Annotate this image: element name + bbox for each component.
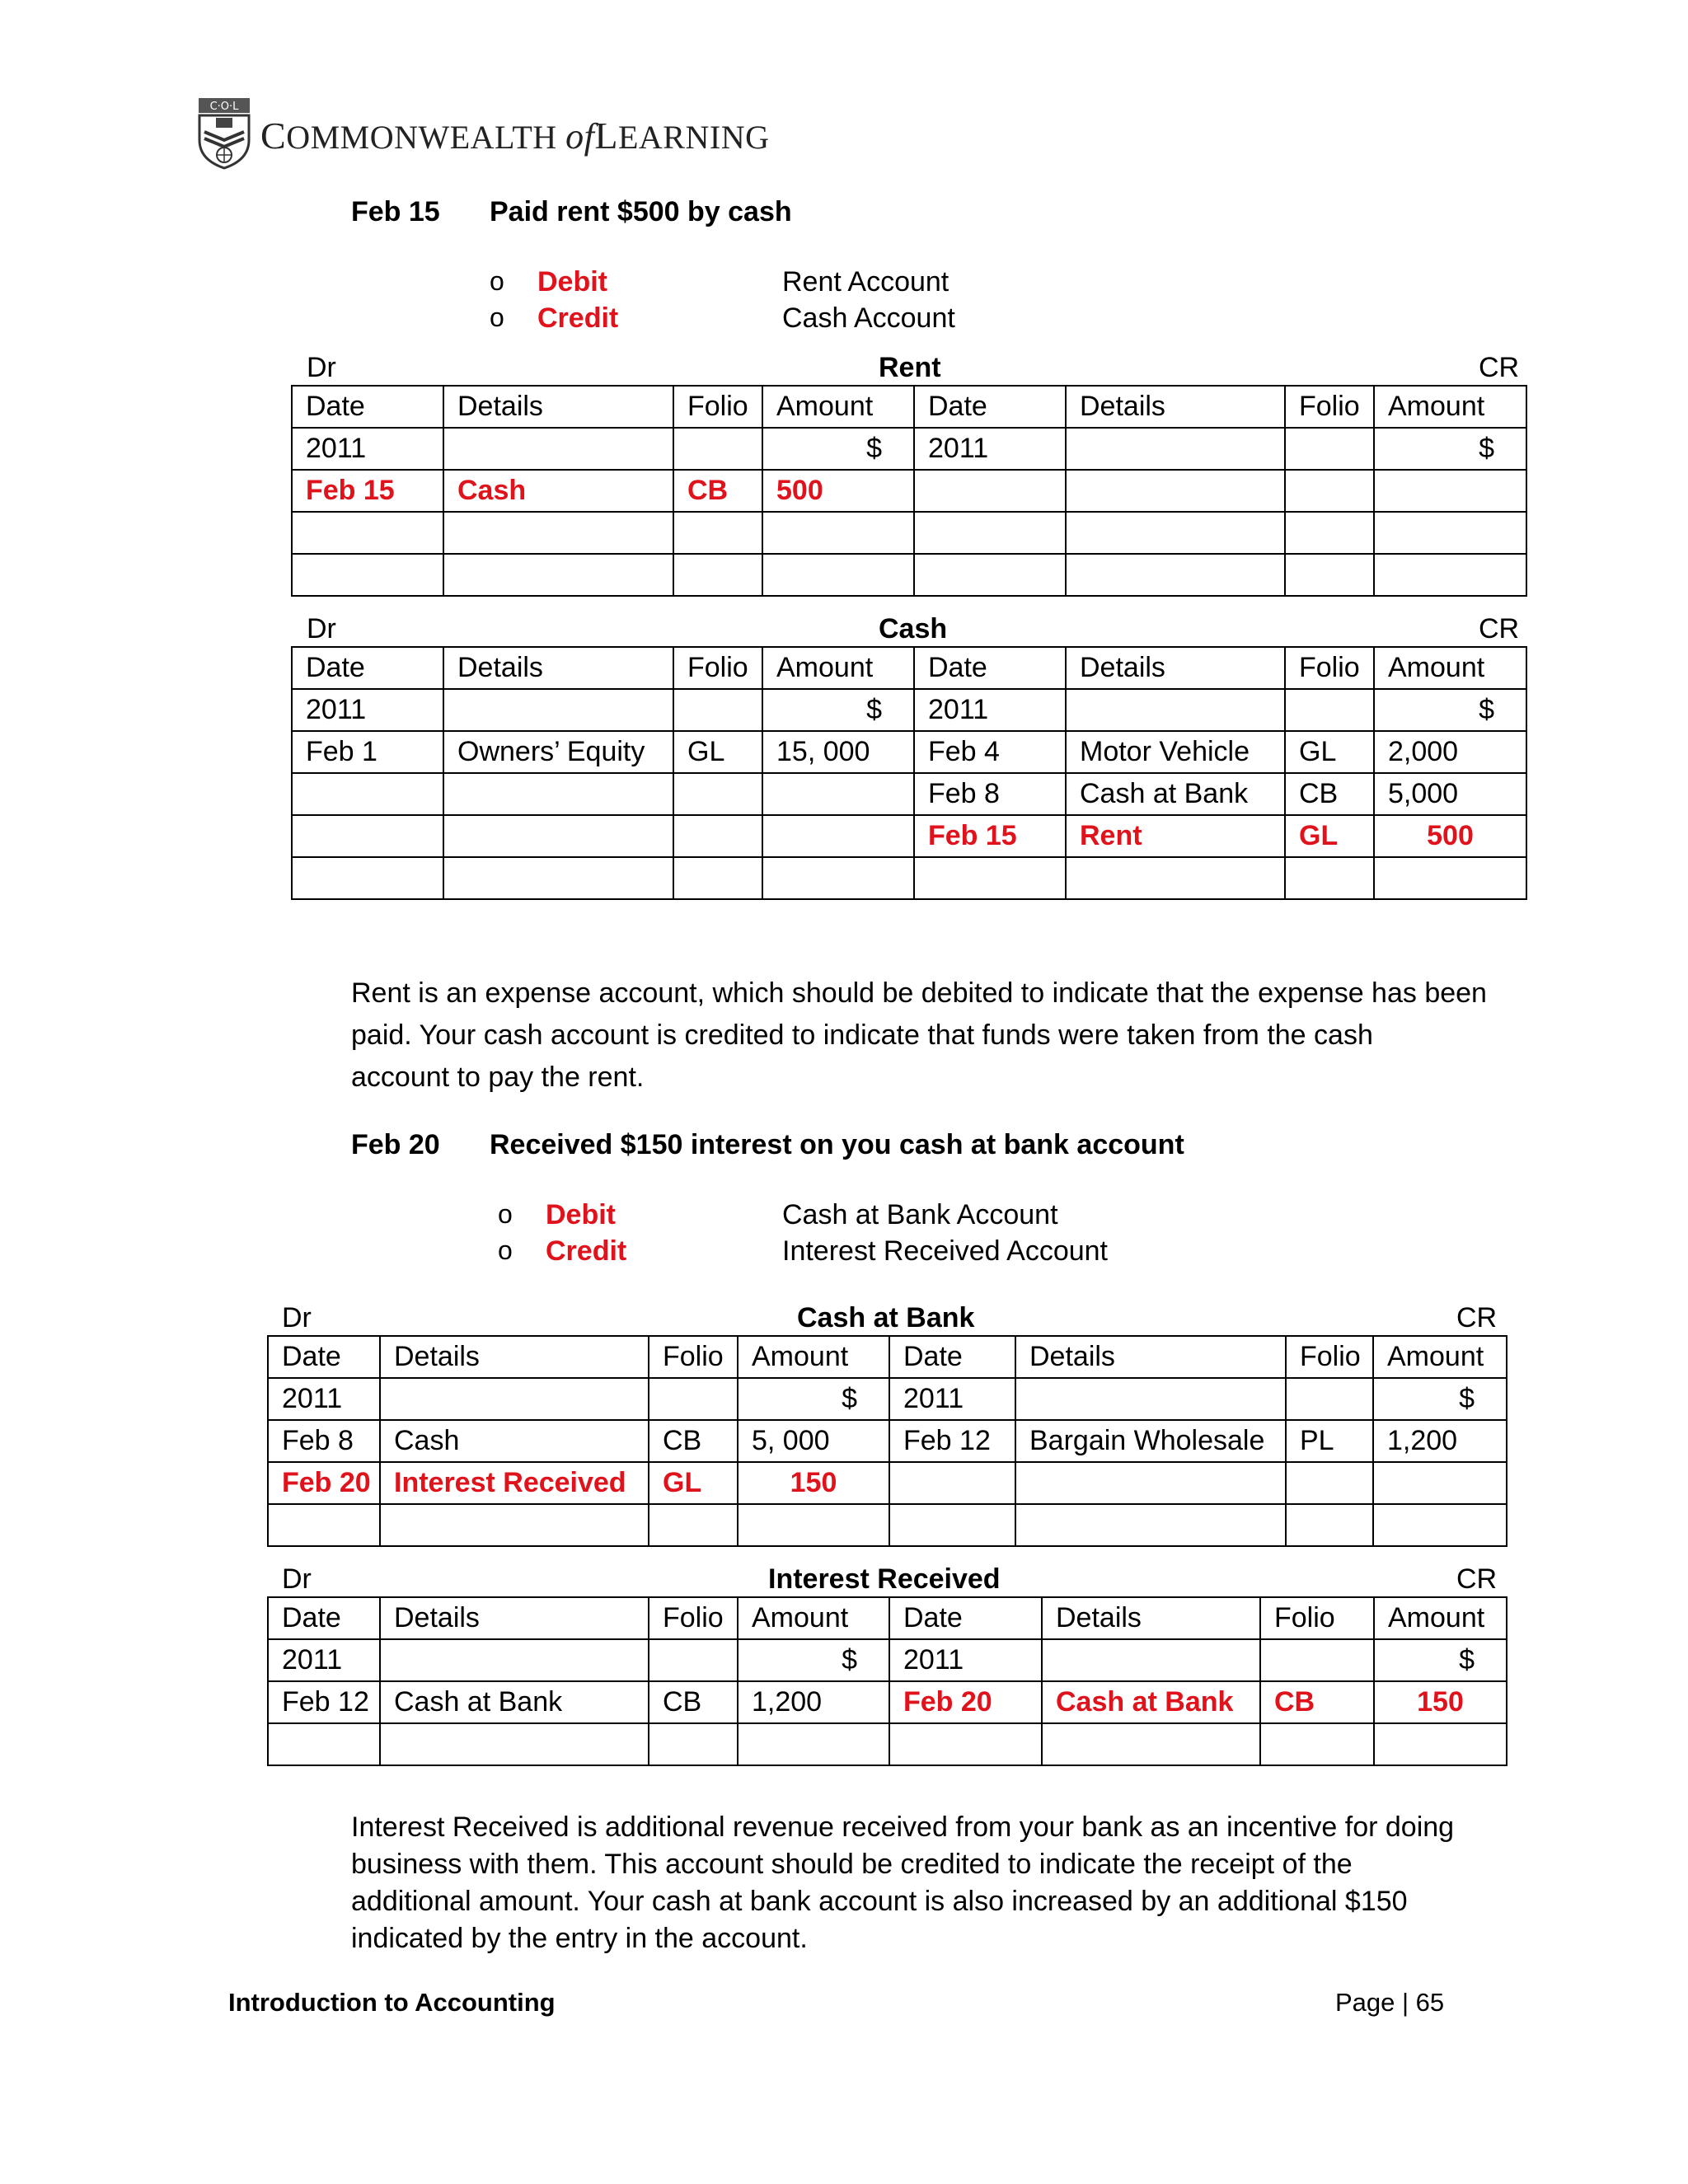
table-cell <box>292 815 443 857</box>
table-cell <box>1066 689 1285 731</box>
table-row <box>292 773 1526 815</box>
column-header: Folio <box>1260 1597 1374 1639</box>
table-cell <box>649 1723 738 1765</box>
entry2-description: Received $150 interest on you cash at bank account <box>490 1129 1184 1160</box>
table-cell <box>914 857 1066 899</box>
cash-title: Cash <box>879 613 948 644</box>
column-header: Folio <box>649 1336 738 1378</box>
interest-ledger-header-row <box>268 1597 1507 1639</box>
table-cell <box>1373 1462 1507 1504</box>
table-cell: GL <box>673 731 762 773</box>
table-cell <box>1285 512 1374 554</box>
table-row <box>292 815 1526 857</box>
rent-ledger-table <box>291 385 1527 597</box>
table-cell <box>1066 470 1285 512</box>
table-cell <box>1066 428 1285 470</box>
table-cell: Interest Received <box>380 1462 649 1504</box>
table-cell <box>443 428 673 470</box>
col-crest-logo <box>198 97 251 170</box>
bank-dr-label: Dr <box>282 1302 312 1333</box>
column-header: Amount <box>762 647 914 689</box>
entry1-description: Paid rent $500 by cash <box>490 196 792 227</box>
interest-ledger-table <box>267 1596 1507 1766</box>
table-cell <box>380 1639 649 1681</box>
table-cell: Cash at Bank <box>380 1681 649 1723</box>
entry1-debit-label: o Debit <box>537 266 607 298</box>
table-cell <box>673 689 762 731</box>
table-cell <box>762 512 914 554</box>
bank-ledger-header-row <box>268 1336 1507 1378</box>
table-cell <box>762 857 914 899</box>
table-cell <box>1374 554 1526 596</box>
column-header: Date <box>914 386 1066 428</box>
column-header: Details <box>1042 1597 1260 1639</box>
table-cell: 2011 <box>292 428 443 470</box>
rent-dr-label: Dr <box>307 352 336 383</box>
table-cell: Feb 20 <box>268 1462 380 1504</box>
column-header: Folio <box>649 1597 738 1639</box>
table-cell <box>1285 428 1374 470</box>
table-cell <box>1374 470 1526 512</box>
table-cell <box>1285 689 1374 731</box>
table-cell <box>1042 1723 1260 1765</box>
column-header: Details <box>380 1336 649 1378</box>
table-cell <box>649 1639 738 1681</box>
column-header: Folio <box>673 647 762 689</box>
paragraph2-line-4: indicated by the entry in the account. <box>351 1923 808 1954</box>
table-cell: PL <box>1286 1420 1373 1462</box>
organization-name: COMMONWEALTH ofLEARNING <box>260 115 770 157</box>
table-cell: $ <box>762 689 914 731</box>
table-row <box>292 428 1526 470</box>
table-cell: 1,200 <box>1373 1420 1507 1462</box>
table-cell: GL <box>1285 815 1374 857</box>
column-header: Folio <box>1286 1336 1373 1378</box>
column-header: Details <box>1066 386 1285 428</box>
table-cell: Feb 15 <box>292 470 443 512</box>
interest-title: Interest Received <box>768 1563 1001 1595</box>
cash-ledger-header-row <box>292 647 1526 689</box>
table-cell: 2011 <box>889 1639 1042 1681</box>
table-row <box>292 731 1526 773</box>
table-cell <box>738 1504 889 1546</box>
cash-ledger-table <box>291 646 1527 900</box>
table-cell <box>380 1378 649 1420</box>
column-header: Details <box>443 386 673 428</box>
table-cell: Feb 12 <box>268 1681 380 1723</box>
table-cell: 2011 <box>292 689 443 731</box>
table-cell: CB <box>1260 1681 1374 1723</box>
table-cell: 5,000 <box>1374 773 1526 815</box>
table-cell <box>914 470 1066 512</box>
column-header: Folio <box>1285 647 1374 689</box>
table-cell: $ <box>738 1378 889 1420</box>
table-row <box>292 857 1526 899</box>
table-cell <box>443 554 673 596</box>
table-cell: Feb 15 <box>914 815 1066 857</box>
table-cell <box>649 1504 738 1546</box>
table-cell: CB <box>649 1681 738 1723</box>
entry2-credit-account: Interest Received Account <box>782 1235 1109 1267</box>
table-cell <box>1285 857 1374 899</box>
table-cell: 2,000 <box>1374 731 1526 773</box>
column-header: Amount <box>1374 386 1526 428</box>
table-cell <box>1015 1504 1286 1546</box>
paragraph2-line-3: additional amount. Your cash at bank account is also increased by an additional $150 <box>351 1886 1408 1917</box>
table-row <box>268 1723 1507 1765</box>
table-cell <box>1042 1639 1260 1681</box>
table-cell <box>1260 1639 1374 1681</box>
table-cell <box>380 1504 649 1546</box>
rent-ledger-body <box>292 386 1526 596</box>
table-cell: Feb 8 <box>914 773 1066 815</box>
column-header: Folio <box>673 386 762 428</box>
column-header: Date <box>292 386 443 428</box>
table-cell <box>1015 1462 1286 1504</box>
table-cell <box>1373 1504 1507 1546</box>
table-row <box>268 1378 1507 1420</box>
table-cell: $ <box>1373 1378 1507 1420</box>
table-cell <box>1066 554 1285 596</box>
table-cell <box>649 1378 738 1420</box>
table-cell <box>380 1723 649 1765</box>
table-cell <box>914 554 1066 596</box>
footer-page-number: Page | 65 <box>1335 1988 1445 2017</box>
paragraph1-line-2: paid. Your cash account is credited to indicate that funds were taken from the cash <box>351 1019 1373 1051</box>
table-cell: Cash at Bank <box>1066 773 1285 815</box>
column-header: Details <box>1015 1336 1286 1378</box>
entry2-credit-label: o Credit <box>546 1235 626 1268</box>
rent-cr-label: CR <box>1479 352 1520 383</box>
table-row <box>268 1462 1507 1504</box>
table-cell: 2011 <box>889 1378 1015 1420</box>
table-row <box>292 512 1526 554</box>
table-cell: Feb 20 <box>889 1681 1042 1723</box>
table-cell <box>673 512 762 554</box>
table-cell: Bargain Wholesale <box>1015 1420 1286 1462</box>
entry2-debit-account: Cash at Bank Account <box>782 1199 1058 1230</box>
column-header: Folio <box>1285 386 1374 428</box>
table-cell: 15, 000 <box>762 731 914 773</box>
table-cell: 1,200 <box>738 1681 889 1723</box>
cash-dr-label: Dr <box>307 613 336 644</box>
paragraph2-line-1: Interest Received is additional revenue received from your bank as an incentive for doing <box>351 1811 1455 1843</box>
paragraph2-line-2: business with them. This account should be credited to indicate the receipt of the <box>351 1849 1353 1880</box>
explanation-paragraph-1 <box>351 972 1637 1099</box>
column-header: Amount <box>738 1336 889 1378</box>
table-row <box>292 689 1526 731</box>
table-cell <box>292 554 443 596</box>
table-cell <box>1286 1462 1373 1504</box>
table-cell <box>889 1504 1015 1546</box>
entry2-date: Feb 20 <box>351 1129 440 1160</box>
explanation-paragraph-2 <box>351 1809 1637 1957</box>
table-cell <box>889 1723 1042 1765</box>
column-header: Details <box>443 647 673 689</box>
cash-ledger-body <box>292 647 1526 899</box>
footer-course-title: Introduction to Accounting <box>228 1988 556 2017</box>
column-header: Date <box>268 1336 380 1378</box>
entry1-credit-account: Cash Account <box>782 302 955 334</box>
table-cell: Feb 4 <box>914 731 1066 773</box>
table-cell: 500 <box>762 470 914 512</box>
table-cell <box>443 815 673 857</box>
table-cell <box>673 857 762 899</box>
table-cell: GL <box>1285 731 1374 773</box>
paragraph1-line-3: account to pay the rent. <box>351 1062 645 1093</box>
table-cell: GL <box>649 1462 738 1504</box>
table-row <box>268 1681 1507 1723</box>
table-cell <box>1066 857 1285 899</box>
table-cell: CB <box>1285 773 1374 815</box>
table-row <box>268 1504 1507 1546</box>
table-cell: Feb 1 <box>292 731 443 773</box>
table-cell: Owners’ Equity <box>443 731 673 773</box>
table-cell: CB <box>673 470 762 512</box>
table-cell: Rent <box>1066 815 1285 857</box>
table-cell <box>673 428 762 470</box>
table-cell <box>292 773 443 815</box>
entry1-debit-account: Rent Account <box>782 266 950 298</box>
interest-ledger-body <box>268 1597 1507 1765</box>
table-cell: 150 <box>738 1462 889 1504</box>
rent-ledger-header-row <box>292 386 1526 428</box>
interest-dr-label: Dr <box>282 1563 312 1595</box>
column-header: Amount <box>1374 1597 1507 1639</box>
table-cell <box>1286 1378 1373 1420</box>
entry2-debit-label: o Debit <box>546 1199 616 1231</box>
column-header: Amount <box>738 1597 889 1639</box>
table-row <box>292 470 1526 512</box>
logo-text: C·O·L <box>209 101 239 113</box>
table-cell <box>889 1462 1015 1504</box>
table-cell <box>443 773 673 815</box>
table-cell <box>1374 1723 1507 1765</box>
table-cell: 2011 <box>914 428 1066 470</box>
column-header: Date <box>914 647 1066 689</box>
column-header: Amount <box>1373 1336 1507 1378</box>
paragraph1-line-1: Rent is an expense account, which should be debited to indicate that the expense has been <box>351 977 1487 1009</box>
table-row <box>268 1639 1507 1681</box>
table-cell <box>762 554 914 596</box>
table-cell: Cash <box>380 1420 649 1462</box>
table-cell: Motor Vehicle <box>1066 731 1285 773</box>
table-row <box>292 554 1526 596</box>
bank-ledger-body <box>268 1336 1507 1546</box>
table-cell <box>673 773 762 815</box>
column-header: Details <box>1066 647 1285 689</box>
column-header: Date <box>268 1597 380 1639</box>
column-header: Amount <box>1374 647 1526 689</box>
table-cell <box>268 1504 380 1546</box>
table-cell: Feb 12 <box>889 1420 1015 1462</box>
table-cell: 2011 <box>268 1639 380 1681</box>
bank-cr-label: CR <box>1456 1302 1498 1333</box>
column-header: Amount <box>762 386 914 428</box>
table-cell: Cash <box>443 470 673 512</box>
column-header: Details <box>380 1597 649 1639</box>
table-cell: $ <box>1374 1639 1507 1681</box>
table-cell <box>1285 470 1374 512</box>
table-cell <box>738 1723 889 1765</box>
table-cell <box>1285 554 1374 596</box>
table-cell: CB <box>649 1420 738 1462</box>
table-cell: $ <box>738 1639 889 1681</box>
table-cell <box>1066 512 1285 554</box>
table-cell: 2011 <box>914 689 1066 731</box>
table-cell: Cash at Bank <box>1042 1681 1260 1723</box>
cash-cr-label: CR <box>1479 613 1520 644</box>
table-cell: 2011 <box>268 1378 380 1420</box>
table-cell <box>292 512 443 554</box>
column-header: Date <box>292 647 443 689</box>
table-cell: 150 <box>1374 1681 1507 1723</box>
interest-cr-label: CR <box>1456 1563 1498 1595</box>
table-cell: $ <box>762 428 914 470</box>
table-cell: Feb 8 <box>268 1420 380 1462</box>
table-cell <box>762 773 914 815</box>
table-cell: 500 <box>1374 815 1526 857</box>
table-cell <box>268 1723 380 1765</box>
table-cell <box>762 815 914 857</box>
table-row <box>268 1420 1507 1462</box>
table-cell <box>1374 512 1526 554</box>
bank-ledger-table <box>267 1335 1507 1547</box>
rent-title: Rent <box>879 352 941 383</box>
table-cell <box>914 512 1066 554</box>
table-cell <box>292 857 443 899</box>
table-cell <box>1286 1504 1373 1546</box>
table-cell <box>443 689 673 731</box>
table-cell <box>673 815 762 857</box>
column-header: Date <box>889 1336 1015 1378</box>
table-cell <box>1015 1378 1286 1420</box>
entry1-date: Feb 15 <box>351 196 440 227</box>
table-cell <box>443 857 673 899</box>
table-cell <box>673 554 762 596</box>
bank-title: Cash at Bank <box>797 1302 975 1333</box>
column-header: Date <box>889 1597 1042 1639</box>
table-cell: 5, 000 <box>738 1420 889 1462</box>
table-cell <box>1374 857 1526 899</box>
table-cell <box>443 512 673 554</box>
entry1-credit-label: o Credit <box>537 302 618 335</box>
table-cell <box>1260 1723 1374 1765</box>
table-cell: $ <box>1374 689 1526 731</box>
table-cell: $ <box>1374 428 1526 470</box>
